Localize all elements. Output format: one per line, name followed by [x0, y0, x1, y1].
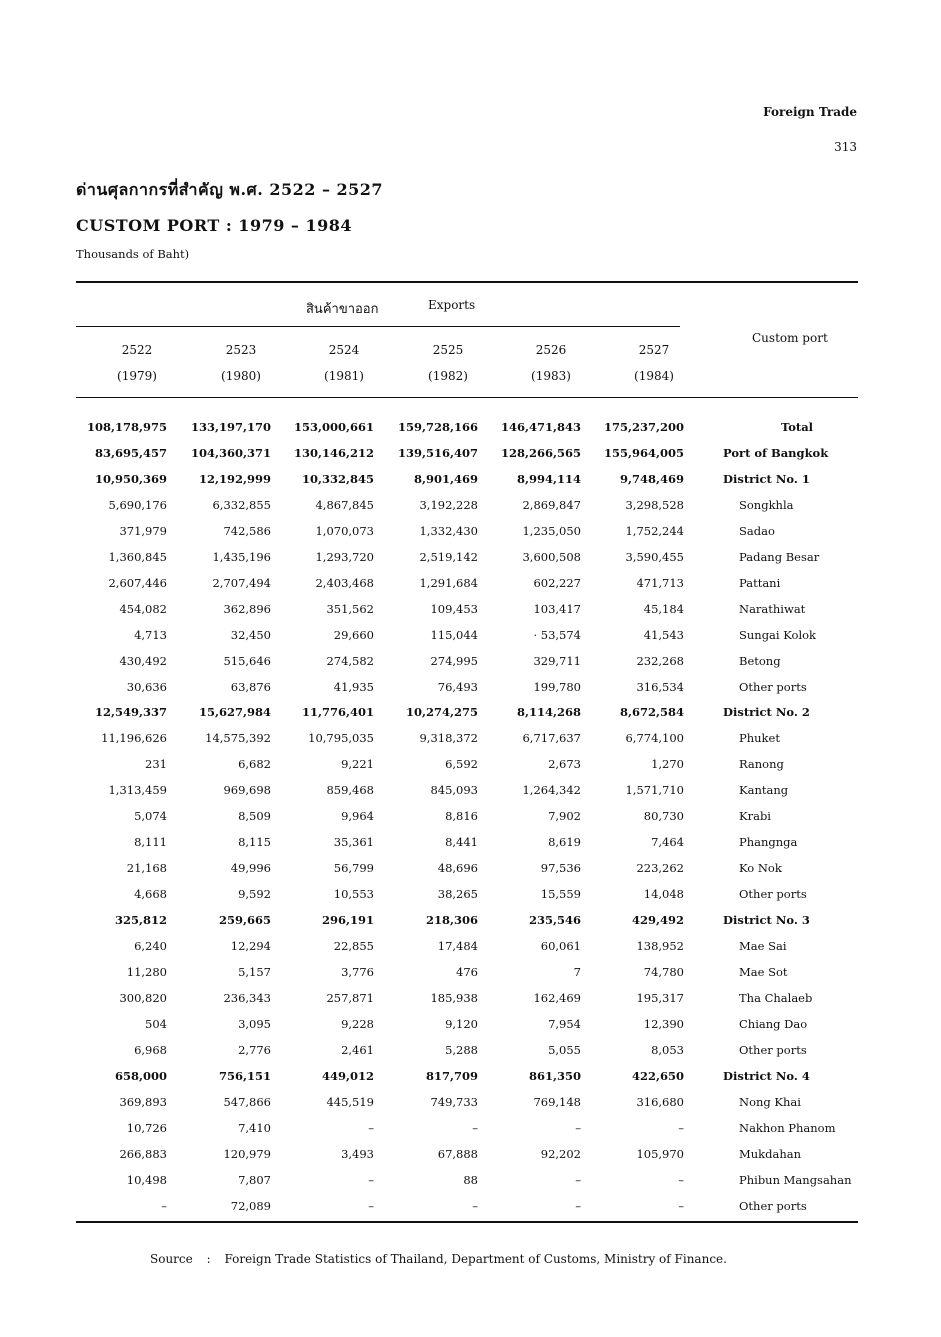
table-cell: 235,546 — [528, 913, 581, 928]
table-cell: 6,592 — [445, 757, 478, 772]
table-cell: 1,291,684 — [419, 575, 478, 590]
table-cell: 29,660 — [333, 627, 374, 642]
table-cell: – — [678, 1120, 684, 1135]
port-name: Chiang Dao — [739, 1016, 808, 1031]
port-name: Mae Sai — [739, 939, 787, 953]
year-ce-header: (1981) — [324, 369, 364, 383]
table-cell: 969,698 — [223, 783, 271, 798]
table-cell: 155,964,005 — [603, 445, 684, 460]
table-cell: 175,237,200 — [603, 420, 684, 434]
table-cell: 115,044 — [430, 627, 478, 642]
table-cell: 471,713 — [636, 575, 684, 590]
year-be-header: 2525 — [432, 343, 464, 357]
table-cell: 21,168 — [126, 861, 167, 876]
table-cell: 12,294 — [230, 939, 271, 953]
table-row — [0, 1147, 941, 1173]
table-cell: 756,151 — [218, 1068, 271, 1083]
port-name: Other ports — [739, 1198, 807, 1213]
table-cell: 1,571,710 — [625, 783, 684, 798]
table-cell: 3,298,528 — [625, 497, 684, 512]
table-cell: 6,968 — [134, 1042, 167, 1057]
table-cell: 3,493 — [341, 1146, 374, 1161]
table-cell: 274,995 — [430, 653, 478, 668]
table-cell: 10,950,369 — [94, 471, 167, 486]
port-name: Narathiwat — [739, 601, 806, 616]
table-cell: 11,776,401 — [301, 705, 374, 720]
table-cell: 32,450 — [230, 627, 271, 642]
table-cell: 14,575,392 — [205, 731, 271, 746]
table-cell: 547,866 — [223, 1094, 271, 1109]
table-row — [0, 1069, 941, 1095]
table-cell: 4,867,845 — [315, 497, 374, 512]
table-row — [0, 731, 941, 757]
table-cell: 7,902 — [548, 809, 581, 824]
table-cell: 8,509 — [238, 809, 271, 824]
table-cell: – — [678, 1172, 684, 1187]
table-cell: 10,553 — [333, 887, 374, 902]
table-cell: 429,492 — [631, 913, 684, 928]
table-cell: – — [368, 1172, 374, 1187]
port-name: District No. 3 — [723, 913, 810, 928]
title-english: CUSTOM PORT : 1979 – 1984 — [76, 216, 353, 235]
port-name: District No. 1 — [723, 471, 810, 486]
table-cell: 3,095 — [238, 1016, 271, 1031]
table-cell: 48,696 — [437, 861, 478, 876]
table-cell: 76,493 — [437, 679, 478, 694]
table-cell: 1,264,342 — [522, 783, 581, 798]
port-name: District No. 2 — [723, 705, 810, 720]
source-separator: : — [206, 1252, 211, 1266]
year-ce-header: (1983) — [531, 369, 571, 383]
table-row — [0, 757, 941, 783]
table-cell: 3,192,228 — [419, 497, 478, 512]
table-cell: 108,178,975 — [86, 420, 167, 434]
table-cell: 257,871 — [326, 990, 374, 1005]
year-be-header: 2522 — [121, 343, 153, 357]
table-cell: 3,590,455 — [625, 549, 684, 564]
table-cell: 35,361 — [333, 835, 374, 850]
table-cell: 11,280 — [126, 964, 167, 979]
table-row — [0, 1121, 941, 1147]
table-cell: 10,795,035 — [308, 731, 374, 746]
table-top-rule — [76, 281, 858, 283]
table-cell: – — [161, 1198, 167, 1213]
port-name: Songkhla — [739, 497, 794, 512]
table-cell: 296,191 — [321, 913, 374, 928]
table-row — [0, 939, 941, 965]
table-cell: 8,111 — [134, 835, 167, 850]
table-cell: 859,468 — [326, 783, 374, 798]
table-cell: – — [678, 1198, 684, 1213]
table-cell: 120,979 — [223, 1146, 271, 1161]
port-name: Port of Bangkok — [723, 445, 829, 460]
table-cell: 300,820 — [119, 990, 167, 1005]
port-name: Total — [781, 420, 814, 434]
table-cell: 30,636 — [126, 679, 167, 694]
table-cell: 195,317 — [636, 990, 684, 1005]
table-cell: 9,221 — [341, 757, 374, 772]
table-row — [0, 446, 941, 472]
table-cell: 9,748,469 — [619, 471, 684, 486]
table-cell: 602,227 — [533, 575, 581, 590]
table-cell: 5,074 — [134, 809, 167, 824]
table-cell: 12,192,999 — [198, 471, 271, 486]
table-cell: 2,869,847 — [522, 497, 581, 512]
table-cell: 12,549,337 — [94, 705, 167, 720]
year-ce-header: (1984) — [634, 369, 674, 383]
port-name: Other ports — [739, 679, 807, 694]
table-cell: 6,332,855 — [212, 497, 271, 512]
table-row — [0, 705, 941, 731]
table-cell: 185,938 — [430, 990, 478, 1005]
table-cell: 658,000 — [114, 1068, 167, 1083]
table-cell: 5,157 — [238, 964, 271, 979]
table-cell: 231 — [145, 757, 167, 772]
table-cell: 1,293,720 — [315, 549, 374, 564]
table-cell: 109,453 — [430, 601, 478, 616]
table-cell: 1,313,459 — [108, 783, 167, 798]
table-cell: 105,970 — [636, 1146, 684, 1161]
table-row — [0, 654, 941, 680]
source-label: Source — [150, 1252, 193, 1266]
table-cell: 2,403,468 — [315, 575, 374, 590]
table-cell: 504 — [145, 1016, 167, 1031]
table-cell: 7,807 — [238, 1172, 271, 1187]
port-name: Mae Sot — [739, 964, 788, 979]
table-cell: 266,883 — [119, 1146, 167, 1161]
table-cell: – — [575, 1120, 581, 1135]
table-cell: 49,996 — [230, 861, 271, 876]
source-note — [150, 1252, 727, 1266]
table-cell: 60,061 — [540, 939, 581, 953]
table-cell: 430,492 — [119, 653, 167, 668]
port-name: Ranong — [739, 757, 784, 772]
table-cell: 8,053 — [651, 1042, 684, 1057]
table-cell: 259,665 — [218, 913, 271, 928]
table-cell: 15,627,984 — [198, 705, 271, 720]
table-cell: · 53,574 — [533, 627, 581, 642]
header-bottom-rule — [76, 397, 858, 398]
port-name: Nong Khai — [739, 1094, 801, 1109]
port-name: Sungai Kolok — [739, 627, 817, 642]
table-cell: 45,184 — [643, 601, 684, 616]
table-row — [0, 887, 941, 913]
custom-port-header: Custom port — [752, 331, 828, 345]
table-cell: 17,484 — [437, 939, 478, 953]
table-row — [0, 628, 941, 654]
port-name: Mukdahan — [739, 1146, 802, 1161]
table-cell: 476 — [456, 964, 478, 979]
table-cell: 83,695,457 — [94, 445, 167, 460]
table-cell: 8,441 — [445, 835, 478, 850]
table-cell: 449,012 — [321, 1068, 374, 1083]
table-cell: 10,274,275 — [405, 705, 478, 720]
table-row — [0, 809, 941, 835]
table-cell: 4,713 — [134, 627, 167, 642]
year-be-header: 2527 — [638, 343, 670, 357]
table-cell: 236,343 — [223, 990, 271, 1005]
table-cell: 274,582 — [326, 653, 374, 668]
table-row — [0, 680, 941, 706]
table-cell: 67,888 — [437, 1146, 478, 1161]
year-ce-header: (1980) — [221, 369, 261, 383]
table-cell: 329,711 — [533, 653, 581, 668]
table-cell: 9,318,372 — [419, 731, 478, 746]
table-cell: 138,952 — [636, 939, 684, 953]
table-cell: 6,240 — [134, 939, 167, 953]
table-cell: – — [575, 1172, 581, 1187]
table-cell: 63,876 — [230, 679, 271, 694]
table-cell: 742,586 — [223, 523, 271, 538]
title-thai: ด่านศุลกากรที่สำคัญ พ.ศ. 2522 – 2527 — [76, 180, 384, 199]
table-row — [0, 991, 941, 1017]
table-cell: 6,717,637 — [522, 731, 581, 746]
table-cell: 9,228 — [341, 1016, 374, 1031]
year-ce-header: (1979) — [117, 369, 157, 383]
port-name: Nakhon Phanom — [739, 1120, 836, 1135]
table-cell: 232,268 — [636, 653, 684, 668]
table-cell: 9,592 — [238, 887, 271, 902]
table-cell: 10,332,845 — [301, 471, 374, 486]
table-cell: 14,048 — [643, 887, 684, 902]
table-cell: 38,265 — [437, 887, 478, 902]
table-cell: 80,730 — [643, 809, 684, 824]
table-cell: 7,954 — [548, 1016, 581, 1031]
table-cell: 325,812 — [114, 913, 167, 928]
table-cell: 8,114,268 — [516, 705, 581, 720]
table-cell: 41,935 — [333, 679, 374, 694]
table-cell: – — [368, 1198, 374, 1213]
table-row — [0, 524, 941, 550]
table-cell: 316,534 — [636, 679, 684, 694]
table-row — [0, 861, 941, 887]
table-cell: 97,536 — [540, 861, 581, 876]
table-cell: 9,964 — [341, 809, 374, 824]
table-cell: 103,417 — [533, 601, 581, 616]
table-cell: 7,464 — [651, 835, 684, 850]
table-cell: 454,082 — [119, 601, 167, 616]
year-be-header: 2526 — [535, 343, 567, 357]
table-cell: 769,148 — [533, 1094, 581, 1109]
table-cell: 5,690,176 — [108, 497, 167, 512]
table-cell: 104,360,371 — [190, 445, 271, 460]
table-cell: 10,726 — [126, 1120, 167, 1135]
table-cell: 92,202 — [540, 1146, 581, 1161]
table-cell: 445,519 — [326, 1094, 374, 1109]
table-cell: 130,146,212 — [293, 445, 374, 460]
table-cell: 146,471,843 — [500, 420, 581, 434]
source-text: Foreign Trade Statistics of Thailand, Department of Customs, Ministry of Finance. — [224, 1252, 727, 1266]
port-name: Betong — [739, 653, 781, 668]
table-cell: 88 — [463, 1172, 478, 1187]
table-cell: 7,410 — [238, 1120, 271, 1135]
port-name: Sadao — [739, 523, 775, 538]
exports-label-english: Exports — [428, 298, 476, 312]
port-name: Pattani — [739, 575, 781, 590]
port-name: District No. 4 — [723, 1068, 810, 1083]
table-cell: 7 — [573, 964, 581, 979]
table-cell: 8,672,584 — [619, 705, 684, 720]
table-cell: 139,516,407 — [397, 445, 478, 460]
table-cell: 316,680 — [636, 1094, 684, 1109]
table-row — [0, 550, 941, 576]
table-cell: 223,262 — [636, 861, 684, 876]
table-cell: 2,607,446 — [108, 575, 167, 590]
exports-label-thai: สินค้าขาออก — [306, 302, 379, 317]
port-name: Phibun Mangsahan — [739, 1172, 852, 1187]
table-row — [0, 1095, 941, 1121]
table-cell: 1,360,845 — [108, 549, 167, 564]
table-row — [0, 1173, 941, 1199]
table-cell: 5,288 — [445, 1042, 478, 1057]
table-cell: 11,196,626 — [101, 731, 167, 746]
table-cell: 515,646 — [223, 653, 271, 668]
table-row — [0, 783, 941, 809]
page-number: 313 — [834, 140, 857, 154]
table-cell: 12,390 — [643, 1016, 684, 1031]
table-cell: 3,776 — [341, 964, 374, 979]
table-cell: 74,780 — [643, 964, 684, 979]
table-cell: 371,979 — [119, 523, 167, 538]
table-cell: 1,435,196 — [212, 549, 271, 564]
table-cell: 6,774,100 — [625, 731, 684, 746]
table-row — [0, 498, 941, 524]
table-cell: 5,055 — [548, 1042, 581, 1057]
table-cell: 861,350 — [528, 1068, 581, 1083]
table-cell: 9,120 — [445, 1016, 478, 1031]
table-cell: 2,707,494 — [212, 575, 271, 590]
table-cell: 422,650 — [631, 1068, 684, 1083]
group-underline — [76, 326, 680, 327]
table-cell: 15,559 — [540, 887, 581, 902]
table-row — [0, 965, 941, 991]
table-cell: 8,994,114 — [516, 471, 581, 486]
table-cell: 41,543 — [643, 627, 684, 642]
port-name: Tha Chalaeb — [739, 990, 813, 1005]
table-cell: 218,306 — [425, 913, 478, 928]
port-name: Other ports — [739, 1042, 807, 1057]
table-cell: 749,733 — [430, 1094, 478, 1109]
table-cell: 128,266,565 — [500, 445, 581, 460]
table-row — [0, 835, 941, 861]
table-cell: 22,855 — [333, 939, 374, 953]
table-row — [0, 913, 941, 939]
table-cell: 2,673 — [548, 757, 581, 772]
table-row — [0, 472, 941, 498]
table-cell: 56,799 — [333, 861, 374, 876]
table-cell: 3,600,508 — [522, 549, 581, 564]
port-name: Other ports — [739, 887, 807, 902]
port-name: Krabi — [739, 809, 771, 824]
year-be-header: 2523 — [225, 343, 257, 357]
port-name: Kantang — [739, 783, 789, 798]
table-cell: 845,093 — [430, 783, 478, 798]
table-cell: – — [472, 1120, 478, 1135]
table-cell: 72,089 — [230, 1198, 271, 1213]
table-row — [0, 576, 941, 602]
table-cell: 8,115 — [238, 835, 271, 850]
table-cell: – — [472, 1198, 478, 1213]
table-cell: 8,901,469 — [413, 471, 478, 486]
table-cell: 1,752,244 — [625, 523, 684, 538]
port-name: Phangnga — [739, 835, 798, 850]
port-name: Padang Besar — [739, 549, 820, 564]
table-cell: 1,235,050 — [522, 523, 581, 538]
table-row — [0, 420, 941, 446]
table-cell: 362,896 — [223, 601, 271, 616]
year-be-header: 2524 — [328, 343, 360, 357]
port-name: Phuket — [739, 731, 780, 746]
table-row — [0, 602, 941, 628]
year-ce-header: (1982) — [428, 369, 468, 383]
table-cell: – — [368, 1120, 374, 1135]
table-cell: 2,461 — [341, 1042, 374, 1057]
table-cell: 369,893 — [119, 1094, 167, 1109]
table-row — [0, 1017, 941, 1043]
table-cell: 1,070,073 — [315, 523, 374, 538]
table-cell: 6,682 — [238, 757, 271, 772]
table-cell: 1,332,430 — [419, 523, 478, 538]
table-row — [0, 1043, 941, 1069]
unit-note: Thousands of Baht) — [76, 247, 190, 261]
table-cell: 2,776 — [238, 1042, 271, 1057]
table-cell: 159,728,166 — [397, 420, 478, 434]
table-cell: 1,270 — [651, 757, 684, 772]
table-cell: 351,562 — [326, 601, 374, 616]
port-name: Ko Nok — [739, 861, 782, 876]
table-cell: 199,780 — [533, 679, 581, 694]
table-cell: 153,000,661 — [293, 420, 374, 434]
section-title: Foreign Trade — [763, 105, 857, 119]
table-cell: 4,668 — [134, 887, 167, 902]
table-cell: 10,498 — [126, 1172, 167, 1187]
table-cell: 817,709 — [425, 1068, 478, 1083]
table-cell: – — [575, 1198, 581, 1213]
table-cell: 8,619 — [548, 835, 581, 850]
table-cell: 8,816 — [445, 809, 478, 824]
table-cell: 2,519,142 — [419, 549, 478, 564]
table-row — [0, 1199, 941, 1225]
table-cell: 133,197,170 — [190, 420, 271, 434]
table-cell: 162,469 — [533, 990, 581, 1005]
